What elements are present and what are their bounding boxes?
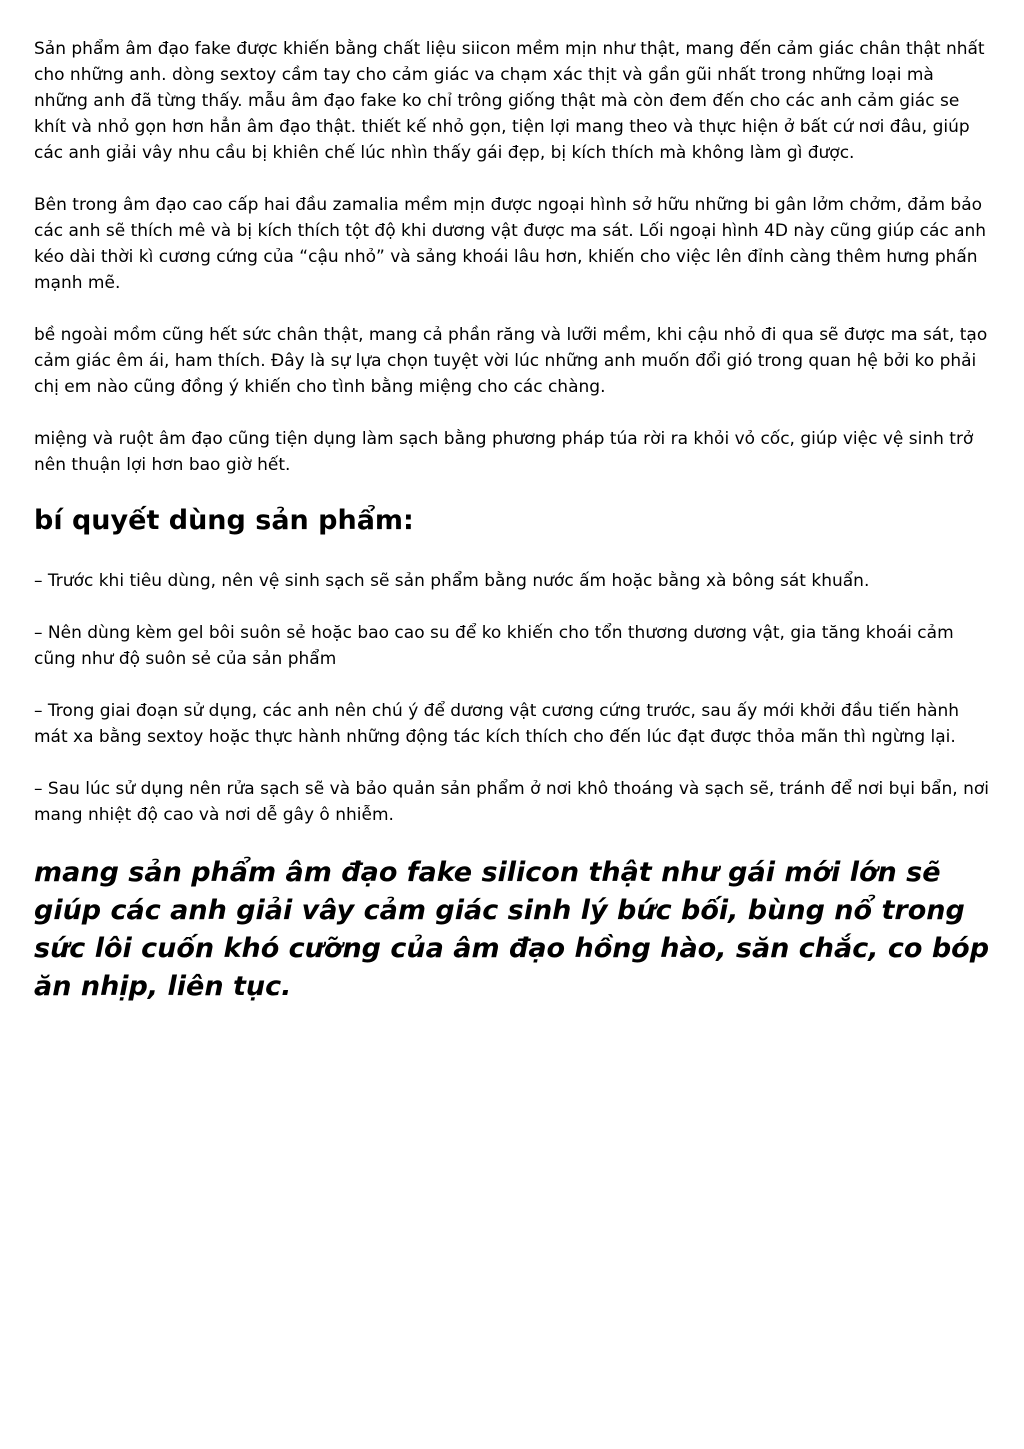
tip-item: – Trước khi tiêu dùng, nên vệ sinh sạch sẽ sản phẩm bằng nước ấm hoặc bằng xà bông sát khuẩn.	[34, 571, 870, 591]
tips-heading: bí quyết dùng sản phẩm:	[34, 505, 414, 536]
closing-statement: mang sản phẩm âm đạo fake silicon thật như gái mới lớn sẽ giúp các anh giải vây cảm giác sinh lý bức bối, bùng nổ trong sức lôi cuốn khó cưỡng của âm đạo hồng hào, săn chắc, co bóp ăn nhịp, liên tục.	[34, 857, 990, 1002]
intro-paragraph: miệng và ruột âm đạo cũng tiện dụng làm sạch bằng phương pháp túa rời ra khỏi vỏ cốc, giúp việc vệ sinh trở nên thuận lợi hơn bao giờ hết.	[34, 429, 974, 475]
document-page	[34, 36, 992, 1006]
intro-paragraph: Sản phẩm âm đạo fake được khiến bằng chất liệu siicon mềm mịn như thật, mang đến cảm giác chân thật nhất cho những anh. dòng sextoy cầm tay cho cảm giác va chạm xác thịt và gần gũi nhất trong những loại mà những anh đã từng thấy. mẫu âm đạo fake ko chỉ trông giống thật mà còn đem đến cho các anh cảm giác se khít và nhỏ gọn hơn hẳn âm đạo thật. thiết kế nhỏ gọn, tiện lợi mang theo và thực hiện ở bất cứ nơi đâu, giúp các anh giải vây nhu cầu bị khiên chế lúc nhìn thấy gái đẹp, bị kích thích mà không làm gì được.	[34, 39, 985, 163]
intro-paragraph: bề ngoài mồm cũng hết sức chân thật, mang cả phần răng và lưỡi mềm, khi cậu nhỏ đi qua sẽ được ma sát, tạo cảm giác êm ái, ham thích. Đây là sự lựa chọn tuyệt vời lúc những anh muốn đổi gió trong quan hệ bởi ko phải chị em nào cũng đồng ý khiến cho tình bằng miệng cho các chàng.	[34, 325, 988, 397]
tip-item: – Nên dùng kèm gel bôi suôn sẻ hoặc bao cao su để ko khiến cho tổn thương dương vật, gia tăng khoái cảm cũng như độ suôn sẻ của sản phẩm	[34, 623, 954, 669]
tip-item: – Sau lúc sử dụng nên rửa sạch sẽ và bảo quản sản phẩm ở nơi khô thoáng và sạch sẽ, tránh để nơi bụi bẩn, nơi mang nhiệt độ cao và nơi dễ gây ô nhiễm.	[34, 779, 990, 825]
intro-paragraph: Bên trong âm đạo cao cấp hai đầu zamalia mềm mịn được ngoại hình sở hữu những bi gân lởm chởm, đảm bảo các anh sẽ thích mê và bị kích thích tột độ khi dương vật được ma sát. Lối ngoại hình 4D này cũng giúp các anh kéo dài thời kì cương cứng của “cậu nhỏ” và sảng khoái lâu hơn, khiến cho việc lên đỉnh càng thêm hưng phấn mạnh mẽ.	[34, 195, 987, 293]
tip-item: – Trong giai đoạn sử dụng, các anh nên chú ý để dương vật cương cứng trước, sau ấy mới khởi đầu tiến hành mát xa bằng sextoy hoặc thực hành những động tác kích thích cho đến lúc đạt được thỏa mãn thì ngừng lại.	[34, 701, 960, 747]
